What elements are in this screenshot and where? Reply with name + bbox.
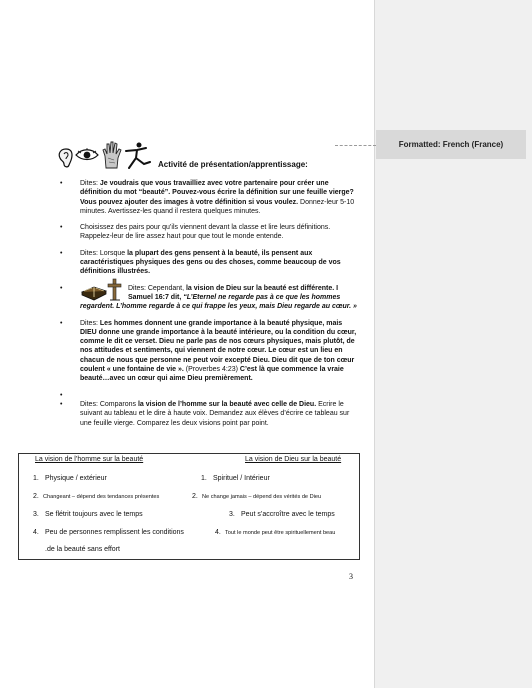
hand-icon: [103, 142, 121, 168]
list-item-empty: [60, 391, 360, 400]
bullet-dot: •: [60, 180, 63, 187]
list-item-definition: • Dites: Je voudrais que vous travailliez avec votre partenaire pour créer une définition du mot “beauté”. Pouvez-vous écrire la définition sur une feuille vierge? Vous pouvez ajouter des images à votre définition si vous voulez. Donnez-leur 5-10 minutes. Avertissez-les quand il restera quelques minutes.: [60, 180, 355, 215]
format-comment-label: Formatted: French (France): [398, 140, 504, 149]
format-comment-balloon[interactable]: [376, 130, 526, 159]
bullet-dot: •: [60, 400, 63, 408]
list-item-gods-view: • Dites: Cependant, la vision de Dieu sur la beauté est différente. I Samuel 16:7 dit, “L’Eternel ne regarde pas à ce que les hommes regardent. L’homme regarde à ce qui frappe les yeux, mais Dieu regarde au cœur. »: [60, 284, 360, 312]
bible-icon: [82, 287, 106, 300]
bible-cross-icons: [80, 278, 126, 302]
comment-pane: [374, 0, 532, 688]
person-movement-icon: [126, 143, 150, 169]
table-header-mans-view: La vision de l’homme sur la beauté: [35, 456, 144, 463]
list-item-compare-views: • Dites: Comparons la vision de l’homme sur la beauté avec celle de Dieu. Ecrire le suivant au tableau et le dire à haute voix. Demandez aux élèves d’écrire ce tableau sur une feuille vierge. Comparez les deux visions point par point.: [60, 400, 350, 427]
activity-title: Activité de présentation/apprentissage:: [158, 160, 308, 169]
cross-icon: [108, 279, 121, 300]
table-header-gods-view: La vision de Dieu sur la beauté: [245, 456, 342, 463]
list-item-choose-pairs: • Choisissez des pairs pour qu’ils viennent devant la classe et lire leurs définitions. Rappelez-leur de lire assez haut pour que tout le monde entende.: [60, 224, 331, 241]
bullet-dot: •: [60, 284, 63, 292]
list-item-physical-beauty: • Dites: Lorsque la plupart des gens pensent à la beauté, ils pensent aux caractéristiques physiques des gens ou des choses, comme beaucoup de vos définitions illustrées.: [60, 249, 341, 276]
eye-icon: [76, 148, 98, 160]
bullet-dot: •: [60, 224, 63, 232]
activity-icons: [56, 140, 154, 170]
instruction-list: [60, 179, 360, 435]
page-number: 3: [349, 572, 353, 581]
comment-connector-line: [335, 145, 376, 146]
beauty-comparison-table: La vision de l’homme sur la beauté La vision de Dieu sur la beauté 1. Physique / extérieur 1. Spirituel / Intérieur 2. Changeant – dépend des tendances présentes 2. Ne change jamais – dépend des vérités de Dieu 3. Se flétrit toujours avec le temps 3. Peut s’accroître avec le temps 4. Peu de personnes remplissent les conditions 4. Tout le monde peut être spirituellement beau .de la beauté sans effort: [18, 453, 360, 560]
ear-icon: [59, 149, 72, 167]
bullet-dot: •: [60, 249, 63, 257]
list-item-inner-beauty: • Dites: Les hommes donnent une grande importance à la beauté physique, mais DIEU donne une grande importance à la beauté intérieure, ou la condition du cœur, comme le dit ce verset. Dieu ne parle pas de nos cœurs physiques, mais plutôt, de nos attitudes et sentiments, qui viennent de notre cœur. Le cœur est un lieu en chacun de nous que personne ne peut voir excepté Dieu. Dieu dit que de ton cœur coulent « une fontaine de vie ». (Proverbes 4:23) C’est là que commence la vraie beauté…avec un cœur qui aime Dieu premièrement.: [60, 319, 357, 383]
bullet-dot: •: [60, 391, 63, 399]
bullet-dot: •: [60, 319, 63, 327]
